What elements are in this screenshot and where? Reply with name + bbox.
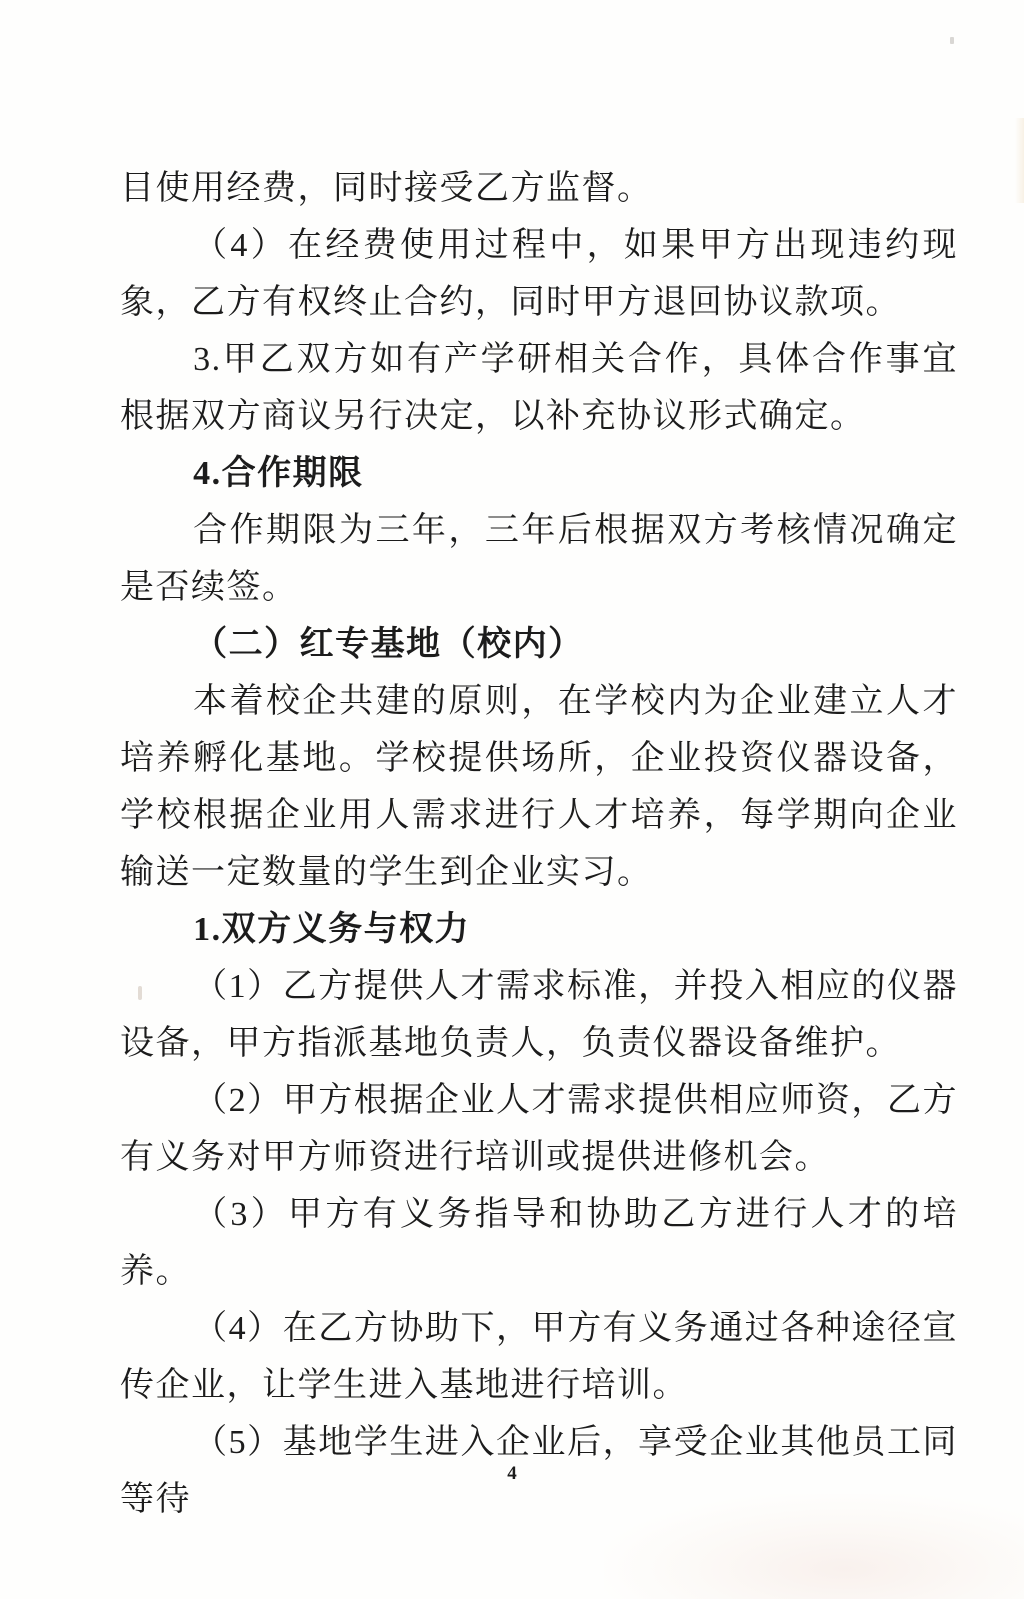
paragraph-obligation-item-3: （3）甲方有义务指导和协助乙方进行人才的培养。 <box>120 1196 958 1290</box>
paragraph-obligation-item-5: （5）基地学生进入企业后，享受企业其他员工同等待 <box>120 1424 958 1518</box>
section-heading-obligations-rights: 1.双方义务与权力 <box>193 911 471 948</box>
paragraph-funding-breach-clause: （4）在经费使用过程中，如果甲方出现违约现象，乙方有权终止合约，同时甲方退回协议款项。 <box>120 227 958 321</box>
paragraph-obligation-item-2: （2）甲方根据企业人才需求提供相应师资，乙方有义务对甲方师资进行培训或提供进修机会。 <box>120 1082 958 1176</box>
scan-edge-tint-artifact <box>1015 118 1024 203</box>
paragraph-base-overview: 本着校企共建的原则，在学校内为企业建立人才培养孵化基地。学校提供场所，企业投资仪器设备，学校根据企业用人需求进行人才培养，每学期向企业输送一定数量的学生到企业实习。 <box>120 683 958 891</box>
section-heading-cooperation-period: 4.合作期限 <box>193 455 364 492</box>
scan-speck-artifact <box>138 986 142 1000</box>
page-number: 4 <box>507 1463 517 1484</box>
page-footer <box>0 1463 1024 1485</box>
paragraph-obligation-item-1: （1）乙方提供人才需求标准，并投入相应的仪器设备，甲方指派基地负责人，负责仪器设备维护。 <box>120 968 958 1062</box>
paragraph-obligation-item-4: （4）在乙方协助下，甲方有义务通过各种途径宣传企业，让学生进入基地进行培训。 <box>120 1310 958 1404</box>
paragraph-research-cooperation-clause: 3.甲乙双方如有产学研相关合作，具体合作事宜根据双方商议另行决定，以补充协议形式确定。 <box>120 341 958 435</box>
scan-speck-artifact <box>950 37 954 44</box>
paragraph-cooperation-period-body: 合作期限为三年，三年后根据双方考核情况确定是否续签。 <box>120 512 958 606</box>
paragraph-continuation: 目使用经费，同时接受乙方监督。 <box>120 170 653 207</box>
page-content <box>120 160 958 1528</box>
section-heading-hongzhuan-base: （二）红专基地（校内） <box>193 626 584 663</box>
scan-smudge-artifact <box>604 1494 1024 1599</box>
